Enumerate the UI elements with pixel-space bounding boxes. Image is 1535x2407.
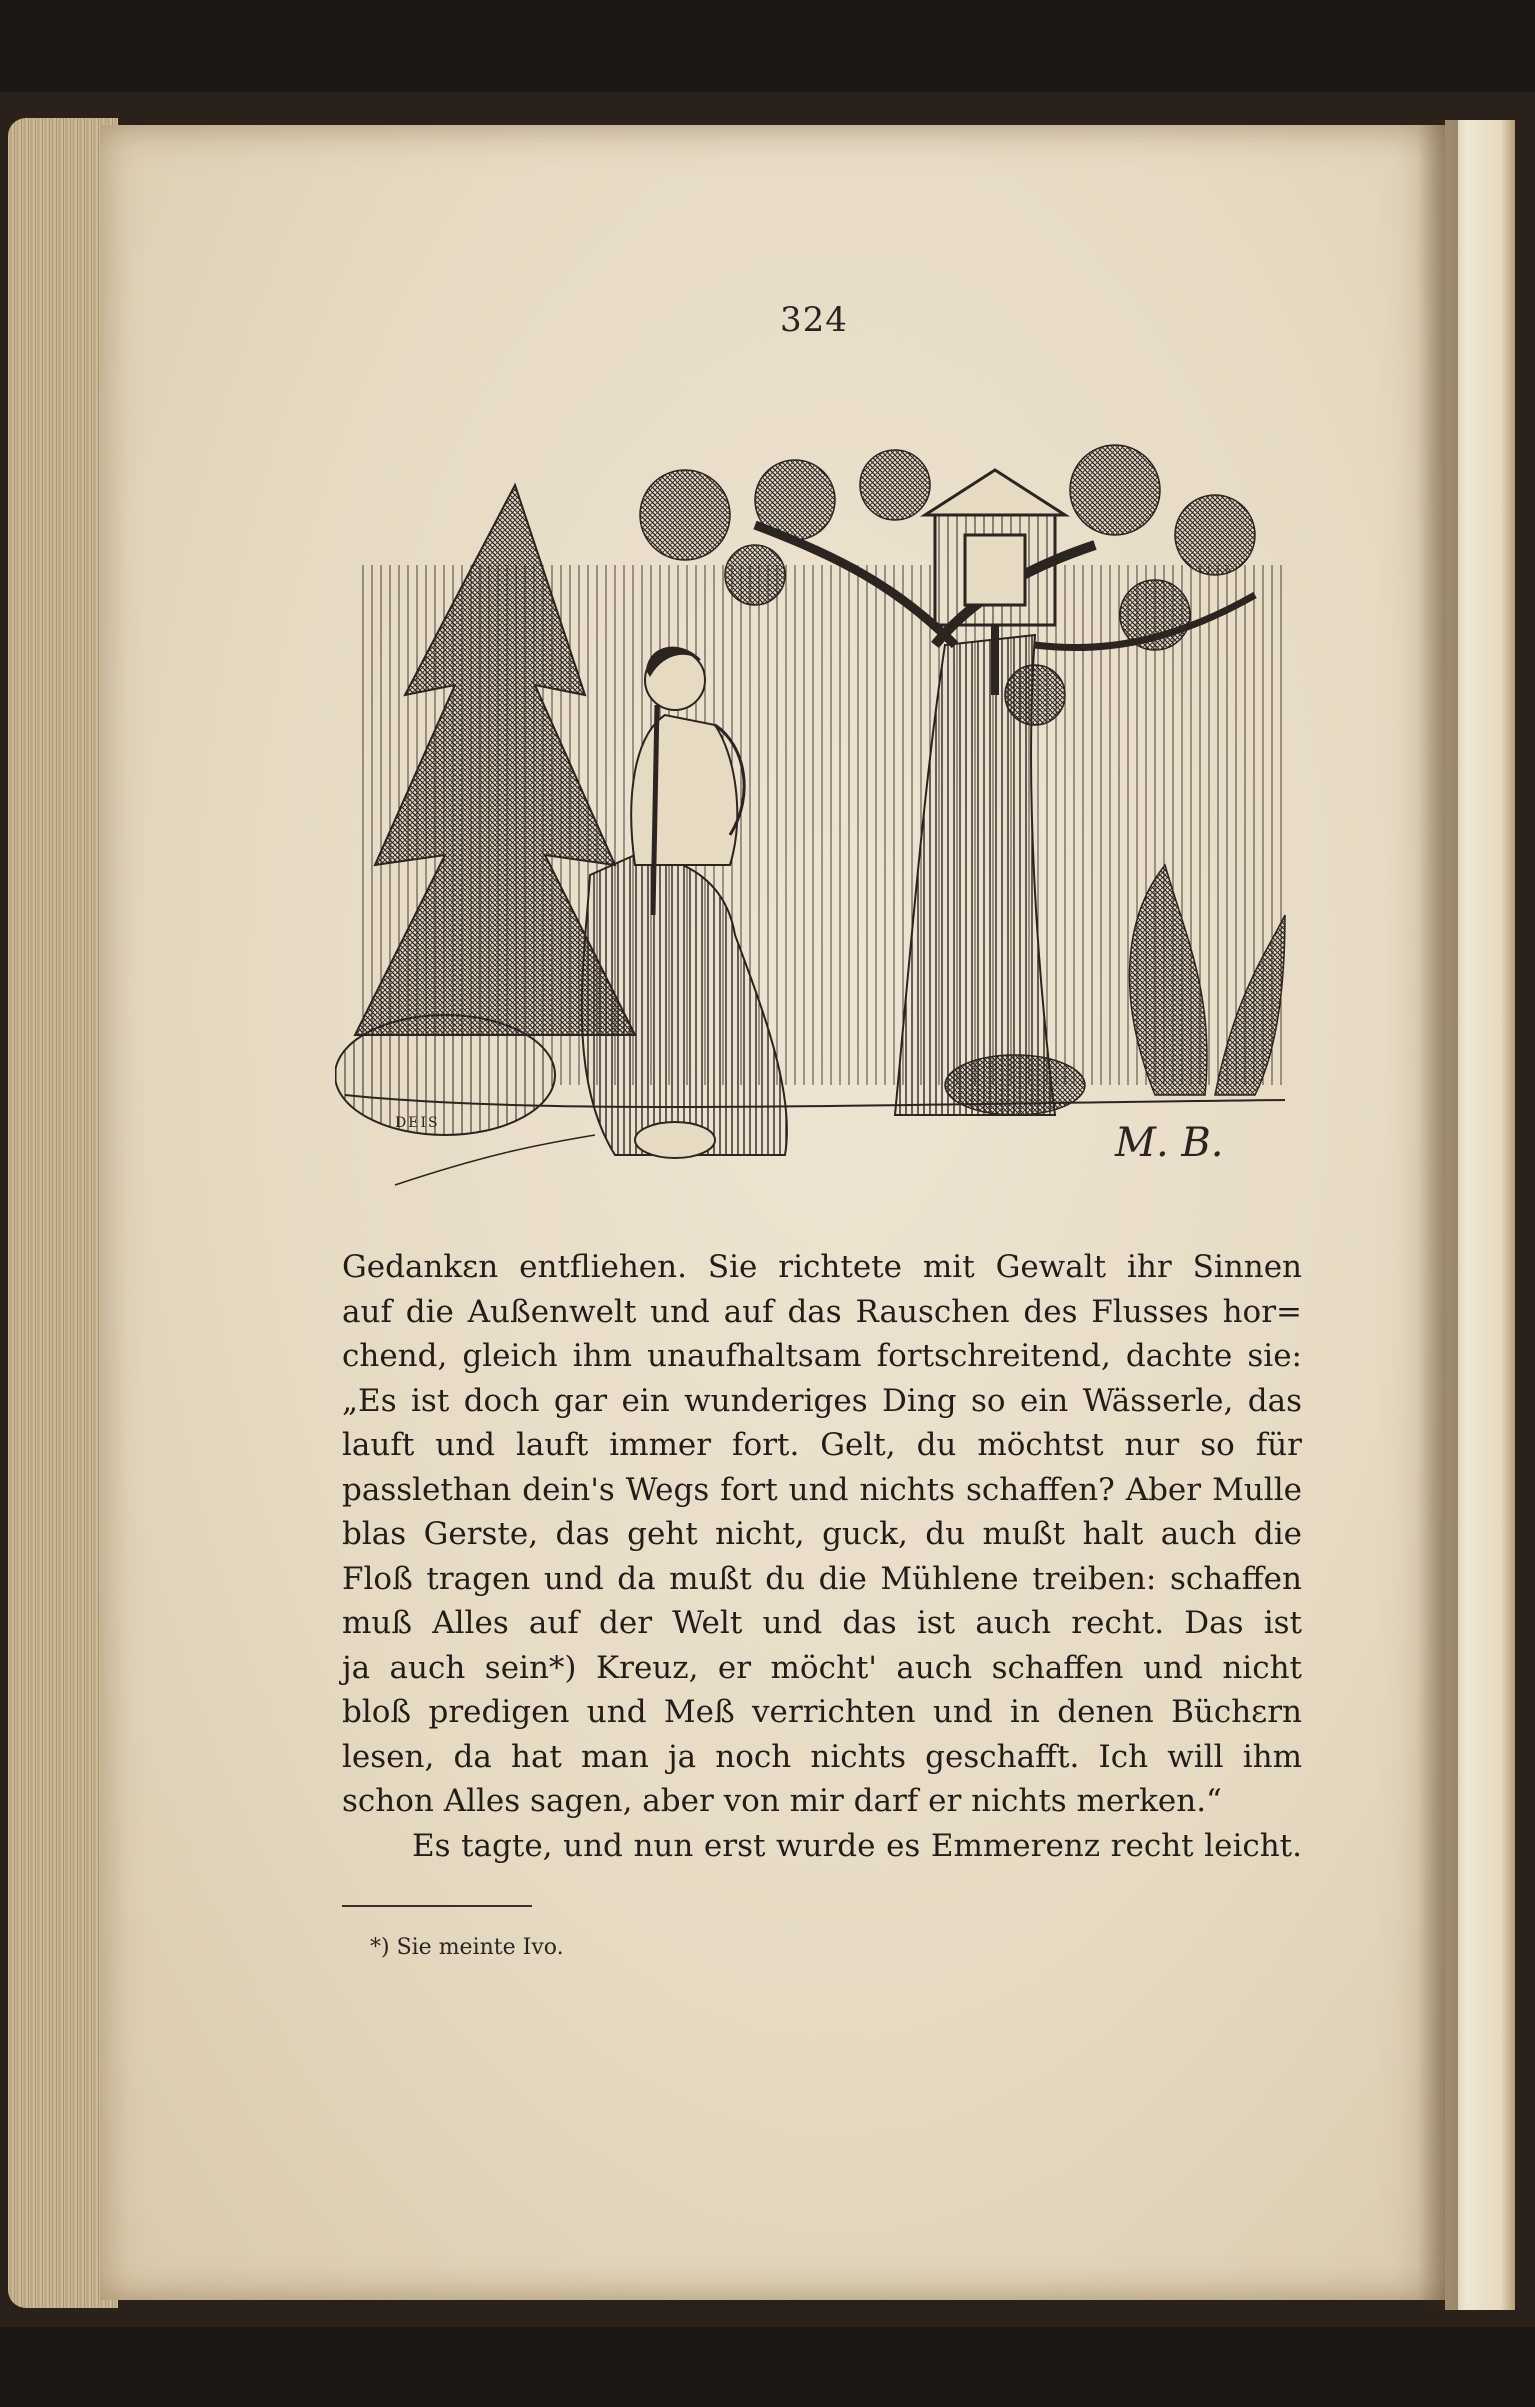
text-line: Floß tragen und da mußt du die Mühlene treiben: schaffen [342,1560,1302,1597]
illustration-signature: M. B. [1115,1120,1224,1166]
text-line: „Es ist doch gar ein wunderiges Ding so ein Wässerle, das [342,1382,1302,1419]
text-line: Gedankɛn entfliehen. Sie richtete mit Gewalt ihr Sinnen [342,1249,1302,1285]
body-text [342,1245,1302,1868]
text-line: Es tagte, und nun erst wurde es Emmerenz recht leicht. [412,1827,1302,1864]
woodcut-illustration [335,395,1295,1200]
text-line: muß Alles auf der Welt und das ist auch recht. Das ist [342,1605,1302,1641]
text-line: lauft und lauft immer fort. Gelt, du möchtst nur so für [342,1427,1302,1463]
spine-shadow [1418,120,1458,2310]
artist-mark: DEIS [395,1115,440,1131]
rock [335,1015,555,1135]
text-line: blas Gerste, das geht nicht, guck, du mußt halt auch die [342,1516,1302,1552]
text-line: chend, gleich ihm unaufhaltsam fortschreitend, dachte sie: [342,1338,1302,1374]
text-line: bloß predigen und Meß verrichten und in denen Büchɛrn [342,1694,1302,1730]
text-line: passlethan dein's Wegs fort und nichts schaffen? Aber Mulle [342,1471,1302,1508]
text-line: ja auch sein*) Kreuz, er möcht' auch schaffen und nicht [342,1649,1302,1686]
footnote: *) Sie meinte Ivo. [370,1935,564,1960]
page-number: 324 [780,300,848,340]
text-line: lesen, da hat man ja noch nichts geschafft. Ich will ihm [342,1738,1302,1775]
text-line: auf die Außenwelt und auf das Rauschen des Flusses hor= [342,1293,1302,1330]
footnote-rule [342,1905,532,1907]
text-line: schon Alles sagen, aber von mir darf er nichts merken.“ [342,1783,1222,1819]
